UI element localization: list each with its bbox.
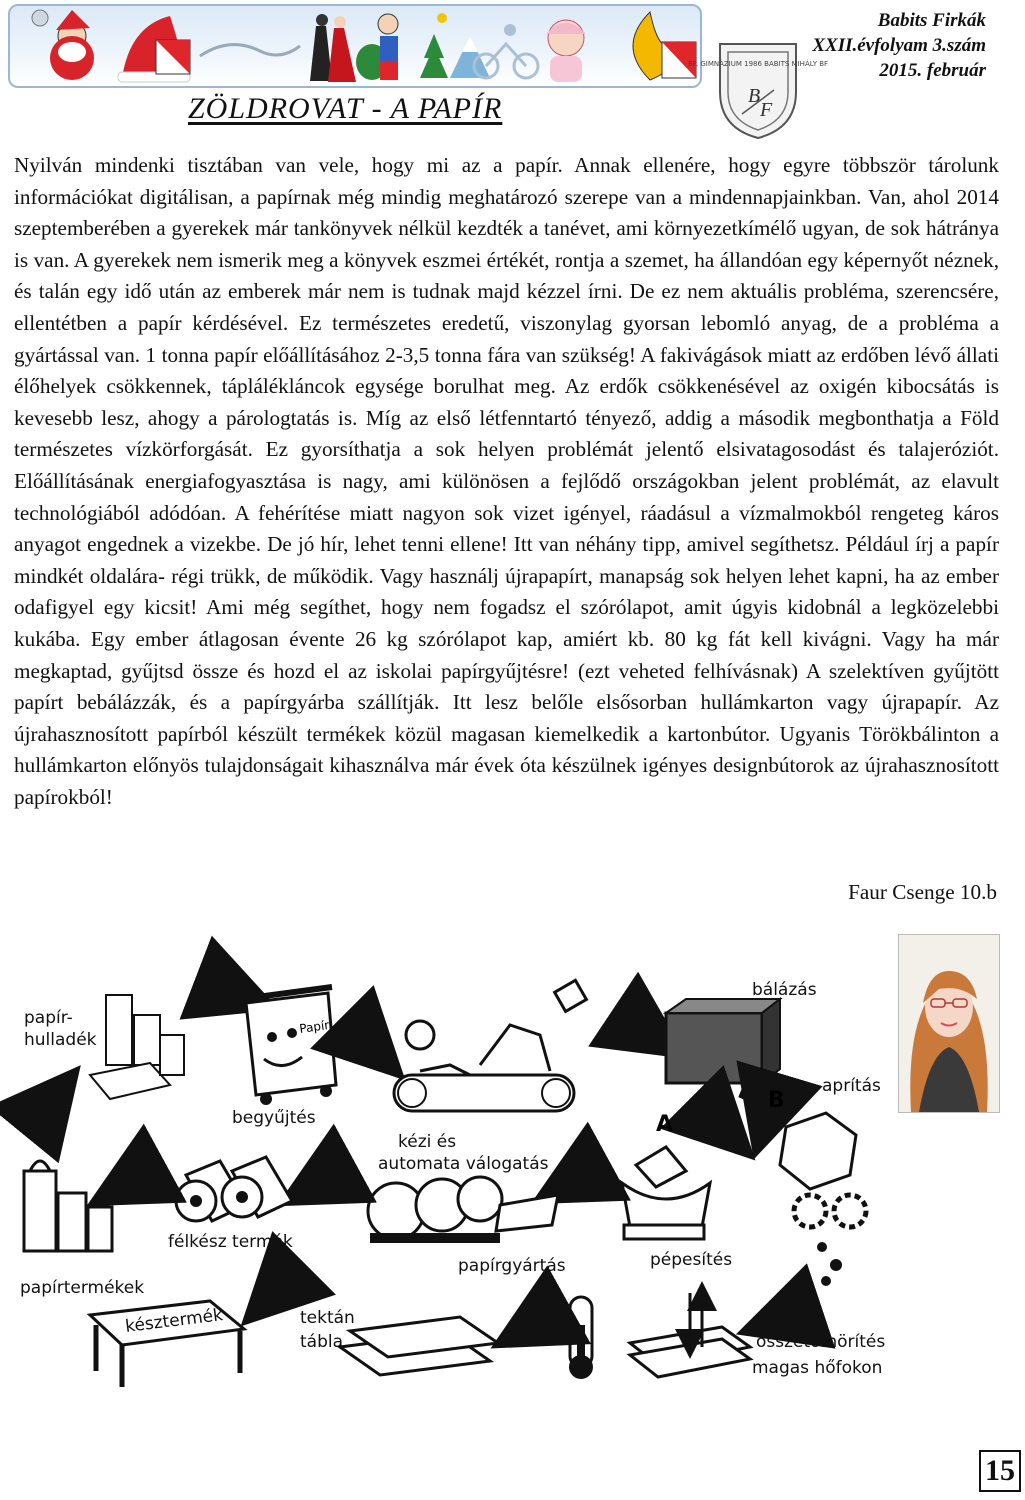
label-papermaking: papírgyártás: [458, 1256, 566, 1276]
thermometer-icon: [569, 1297, 593, 1379]
article-author: Faur Csenge 10.b: [848, 880, 997, 904]
seal-text: BP. GIMNÁZIUM 1986 BABITS MIHÁLY BF: [687, 60, 829, 68]
article-title: ZÖLDROVAT - A PAPÍR: [188, 92, 503, 125]
label-sorting-2: automata válogatás: [378, 1154, 549, 1174]
arrow-pulp-to-papermaking: [562, 1180, 602, 1187]
arrow-sorting-to-baling: [618, 1032, 658, 1039]
orienteering-flag-icon: [156, 40, 190, 74]
page-number: 15: [979, 1450, 1021, 1492]
shredding-illustration: [780, 1113, 866, 1286]
santa-figure: [50, 10, 94, 80]
arrow-rolls-to-products: [118, 1182, 160, 1189]
arrow-board-to-furniture: [266, 1287, 306, 1301]
arrow-branch-a: [719, 1093, 730, 1135]
dancers-figure: [310, 14, 356, 82]
arrow-heat-to-board: [522, 1325, 560, 1331]
label-paper-products: papírtermékek: [20, 1278, 145, 1298]
issue-volume: XXII.évfolyam 3.szám: [812, 35, 986, 56]
author-photo: [898, 934, 1000, 1113]
banner-illustrations: [10, 6, 700, 86]
swimmer-icon: [200, 45, 300, 56]
arrow-machine-to-rolls: [308, 1182, 352, 1189]
label-finished-product: késztermék: [124, 1305, 225, 1337]
ball-icon: [32, 10, 48, 26]
publication-name: Babits Firkák: [877, 10, 986, 31]
arrow-bin-to-sorting: [346, 1044, 380, 1055]
label-paper-waste-2: hulladék: [24, 1030, 97, 1050]
collection-bin-illustration: [242, 987, 336, 1105]
compression-illustration: [630, 1293, 750, 1377]
bale-illustration: [666, 999, 780, 1083]
label-semi-finished: félkész termék: [168, 1232, 293, 1252]
paper-products-illustration: [24, 1161, 112, 1251]
svg-text:B: B: [748, 85, 761, 107]
bin-label: Papír: [298, 1017, 331, 1036]
christmas-tree-icon: [420, 13, 490, 78]
recycling-diagram: [10, 975, 890, 1395]
label-shredding: aprítás: [822, 1076, 881, 1096]
svg-text:F: F: [760, 99, 773, 121]
arrow-products-to-waste: [46, 1093, 58, 1145]
pulping-illustration: [622, 1147, 710, 1239]
arrow-waste-to-bin: [198, 993, 246, 1005]
arrow-gears-to-compression: [770, 1289, 800, 1323]
label-collection: begyűjtés: [232, 1108, 316, 1128]
masthead: [770, 8, 1010, 83]
label-sorting-1: kézi és: [398, 1132, 457, 1152]
label-compress-2: magas hőfokon: [752, 1358, 883, 1378]
paper-waste-illustration: [90, 995, 184, 1099]
header-banner: [8, 4, 702, 88]
label-board-2: tábla: [300, 1332, 344, 1352]
label-pulping: pépesítés: [650, 1250, 733, 1270]
paper-machine-illustration: [368, 1177, 558, 1243]
arrow-branch-b: [740, 1093, 765, 1125]
issue-date: 2015. február: [879, 60, 986, 81]
label-baling: bálázás: [752, 980, 817, 1000]
sorting-conveyor-illustration: [394, 980, 586, 1111]
label-branch-a: A: [656, 1112, 674, 1137]
paper-rolls-illustration: [176, 1157, 292, 1221]
article-body: Nyilván mindenki tisztában van vele, hogy mi az a papír. Annak ellenére, hogy egyre többször tárolunk információkat digitálisan, a papírnak még mindig meghatározó szerepe van a mindennapjainkban. Van, ahol 2014 szeptemberében a gyerekek már tankönyvek nélkül kezdték a tanévet, ami környezetkímélő ugyan, de sok hátránya is van. A gyerekek nem ismerik meg a könyvek eszmei értékét, rontja a szemet, ha állandóan egy képernyőt néznek, és talán egy idő után az emberek már nem is tudnak majd kézzel írni. De ez nem aktuális probléma, szerencsére, ellentétben a papír kérdésével. Ez természetes eredetű, viszonylag gyorsan lebomló anyag, de a probléma a gyártással van. 1 tonna papír előállításához 2-3,5 tonna fára van szükség! A fakivágások miatt az erdőben lévő állati élőhelyek csökkennek, táplálékláncok egysége borulhat meg. Az erdők csökkenésével az oxigén kibocsátás is kevesebb lesz, ahogy a párologtatás is. Míg az első létfenntartó tényező, addig a második megbonthatja a Föld természetes vízkörforgását. Ez gyorsíthatja a sok helyen problémát jelentő elsivatagosodást és talajeróziót. Előállításának energiafogyasztása is nagy, ami különösen a fejlődő országokban jelent problémát, az elavult technológiából adódóan. A fehérítése miatt nagyon sok vizet igényel, ráadásul a vízmalmokból rengeteg káros anyagot engednek a vizekbe. De jó hír, lehet tenni ellene! Itt van néhány tipp, amivel segíthetsz. Például írj a papír mindkét oldalára- régi trükk, de működik. Vagy használj újrapapírt, manapság sok helyen lehet kapni, ha az ember odafigyel egy kicsit! Ami még segíthet, hogy nem fogadsz el szórólapot, amit úgyis kidobnál a legközelebbi kukába. Egy ember átlagosan évente 26 kg szórólapot kap, amiért kb. 80 kg fát kell kivágni. Vagy ha már megkaptad, gyűjtsd össze és hozd el az iskolai papírgyűjtésre! (ezt veheted felhívásnak) A szelektíven gyűjtött papírt bebálázzák, és a papírgyárba szállítják. Itt lesz belőle elsősorban hullámkarton vagy újrapapír. Az újrahasznosított papírból készült termékek közül magasan kiemelkedik a kartonbútor. Ugyanis Törökbálinton a hullámkarton előnyös tulajdonságait kihasználva már évek óta készülnek igényes designbútorok az újrahasznosított papírokból!: [14, 153, 999, 809]
board-illustration: [340, 1317, 498, 1375]
label-paper-waste-1: papír-: [24, 1008, 73, 1028]
label-compress-1: összetömörítés: [756, 1332, 886, 1352]
label-branch-b: B: [768, 1088, 785, 1113]
gift-bag-figure: [356, 14, 398, 80]
child-figure: [546, 20, 586, 82]
label-board-1: tektán: [300, 1308, 355, 1328]
